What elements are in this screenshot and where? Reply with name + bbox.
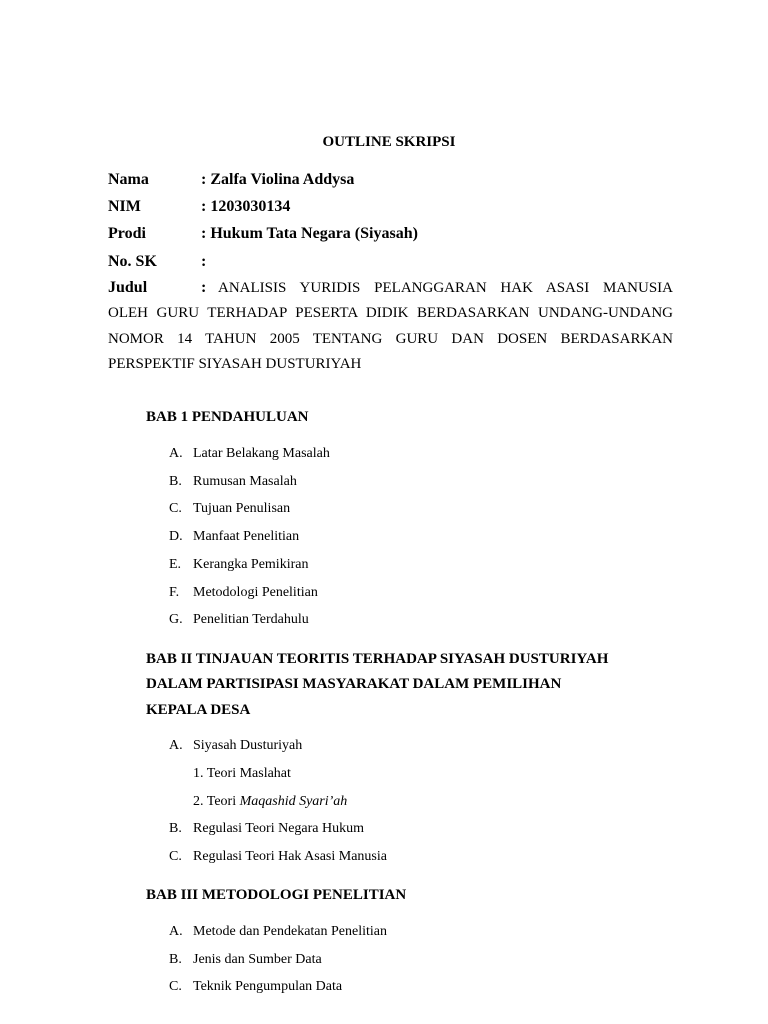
prodi-value: : Hukum Tata Negara (Siyasah) (201, 225, 418, 242)
list-item: Jenis dan Sumber Data (193, 952, 322, 967)
list-item-letter: C. (169, 849, 182, 864)
list-item-letter: B. (169, 952, 182, 967)
prodi-label: Prodi (108, 225, 146, 242)
list-item-letter: B. (169, 474, 182, 489)
sub-item-maqashid (193, 794, 347, 810)
list-item-letter: A. (169, 446, 183, 461)
bab2-heading-line-2: DALAM PARTISIPASI MASYARAKAT DALAM PEMILIHAN (146, 676, 562, 692)
judul-line-2: OLEH GURU TERHADAP PESERTA DIDIK BERDASARKAN UNDANG-UNDANG (108, 305, 673, 321)
list-item-letter: F. (169, 585, 180, 600)
list-item: Regulasi Teori Negara Hukum (193, 821, 364, 836)
nama-label: Nama (108, 171, 149, 188)
judul-colon: : (201, 279, 207, 296)
list-item: Rumusan Masalah (193, 474, 297, 489)
judul-line-3: NOMOR 14 TAHUN 2005 TENTANG GURU DAN DOSEN BERDASARKAN (108, 331, 673, 347)
nim-value: : 1203030134 (201, 198, 291, 215)
bab2-heading-line-1: BAB II TINJAUAN TEORITIS TERHADAP SIYASAH DUSTURIYAH (146, 651, 609, 667)
list-item: Teknik Pengumpulan Data (193, 979, 343, 994)
nosk-label: No. SK (108, 253, 157, 270)
list-item: Penelitian Terdahulu (193, 612, 309, 627)
list-item-letter: D. (169, 529, 183, 544)
list-item: Metodologi Penelitian (193, 585, 318, 600)
list-item-letter: A. (169, 924, 183, 939)
nim-label: NIM (108, 198, 141, 215)
sub-item-prefix: 2. Teori (193, 794, 240, 809)
judul-line-1: ANALISIS YURIDIS PELANGGARAN HAK ASASI MANUSIA (218, 280, 673, 296)
list-item: Manfaat Penelitian (193, 529, 300, 544)
bab1-heading: BAB 1 PENDAHULUAN (146, 409, 309, 425)
bab2-heading-line-3: KEPALA DESA (146, 702, 251, 718)
list-item: Regulasi Teori Hak Asasi Manusia (193, 849, 387, 864)
list-item: Latar Belakang Masalah (193, 446, 330, 461)
judul-label: Judul (108, 279, 148, 296)
sub-item-italic-term: Maqashid Syari’ah (239, 794, 348, 809)
sub-item-maslahat: 1. Teori Maslahat (193, 766, 291, 781)
nama-value: : Zalfa Violina Addysa (201, 171, 355, 188)
list-item-letter: E. (169, 557, 182, 572)
bab3-heading: BAB III METODOLOGI PENELITIAN (146, 887, 407, 903)
list-item: Metode dan Pendekatan Penelitian (193, 924, 387, 939)
list-item-letter: A. (169, 738, 183, 753)
list-item-letter: C. (169, 501, 182, 516)
list-item: Tujuan Penulisan (193, 501, 291, 516)
list-item-letter: G. (169, 612, 183, 627)
list-item: Siyasah Dusturiyah (193, 738, 303, 753)
list-item-letter: C. (169, 979, 182, 994)
judul-line-4: PERSPEKTIF SIYASAH DUSTURIYAH (108, 356, 362, 372)
list-item: Kerangka Pemikiran (193, 557, 309, 572)
list-item-letter: B. (169, 821, 182, 836)
document-title: OUTLINE SKRIPSI (322, 134, 456, 150)
nosk-value: : (201, 253, 207, 270)
